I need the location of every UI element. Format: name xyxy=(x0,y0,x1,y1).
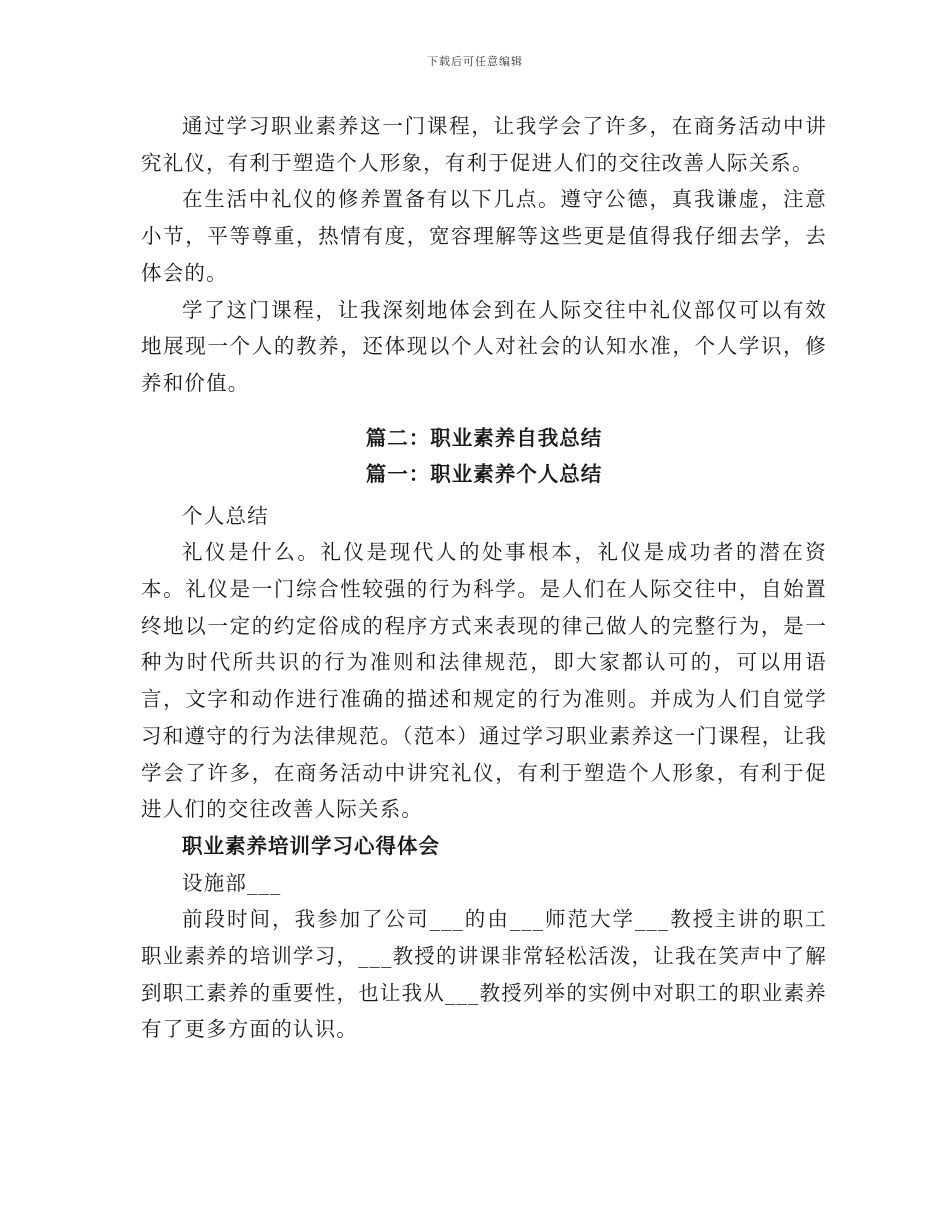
training-experience-title: 职业素养培训学习心得体会 xyxy=(182,833,440,858)
document-body xyxy=(141,108,827,1048)
page-header: 下载后可任意编辑 xyxy=(427,55,523,68)
department-line: 设施部___ xyxy=(182,870,282,895)
paragraph-training-experience: 前段时间，我参加了公司___的由___师范大学___教授主讲的职工职业素养的培训学习，___教授的讲课非常轻松活泼，让我在笑声中了解到职工素养的重要性，也让我从___教授列举的实例中对职工的职业素养有了更多方面的认识。 xyxy=(141,907,827,1042)
paragraph-etiquette-course: 通过学习职业素养这一门课程，让我学会了许多，在商务活动中讲究礼仪，有利于塑造个人形象，有利于促进人们的交往改善人际关系。 xyxy=(141,114,827,175)
paragraph-etiquette-cultivation: 在生活中礼仪的修养置备有以下几点。遵守公德，真我谦虚，注意小节，平等尊重，热情有度，宽容理解等这些更是值得我仔细去学，去体会的。 xyxy=(141,187,827,285)
heading-part-two: 篇二：职业素养自我总结 xyxy=(365,425,603,450)
heading-part-one: 篇一：职业素养个人总结 xyxy=(365,461,603,486)
personal-summary-label: 个人总结 xyxy=(182,503,269,528)
paragraph-what-is-etiquette: 礼仪是什么。礼仪是现代人的处事根本，礼仪是成功者的潜在资本。礼仪是一门综合性较强的行为科学。是人们在人际交往中，自始置终地以一定的约定俗成的程序方式来表现的律己做人的完整行为，是一种为时代所共识的行为准则和法律规范，即大家都认可的，可以用语言，文字和动作进行准确的描述和规定的行为准则。并成为人们自觉学习和遵守的行为法律规范。（范本）通过学习职业素养这一门课程，让我学会了许多，在商务活动中讲究礼仪，有利于塑造个人形象，有利于促进人们的交往改善人际关系。 xyxy=(141,540,827,822)
paragraph-course-reflection: 学了这门课程，让我深刻地体会到在人际交往中礼仪部仅可以有效地展现一个人的教养，还体现以个人对社会的认知水准，个人学识，修养和价值。 xyxy=(141,297,827,395)
